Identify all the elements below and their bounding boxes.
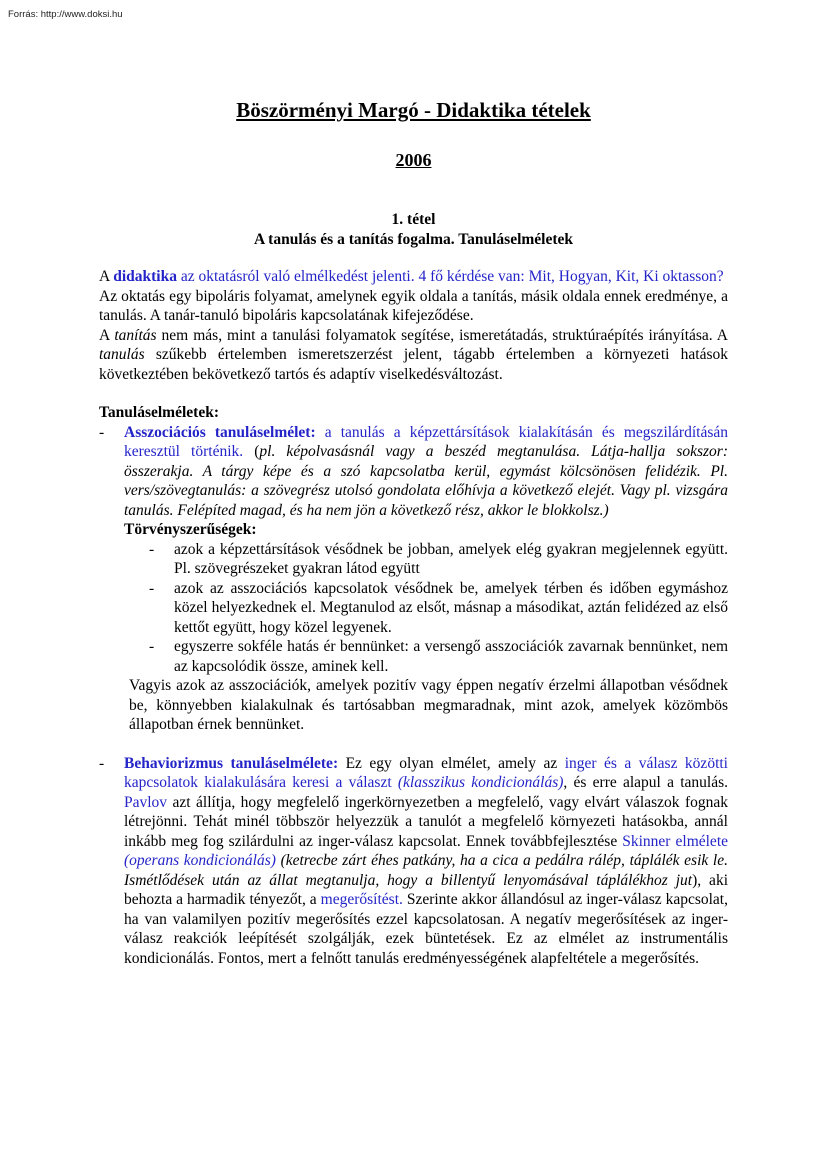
law-item: - egyszerre sokféle hatás ér bennünket: a versengő asszociációk zavarnak bennünket, nem az kapcsolódik össze, aminek kell. [149, 638, 728, 675]
term-pavlov: Pavlov [124, 793, 168, 811]
intro-paragraph-didaktika: A didaktika az oktatásról való elmélkedést jelenti. 4 fő kérdése van: Mit, Hogyan, Kit, Ki oktasson? [99, 268, 724, 285]
laws-list [149, 540, 728, 677]
assoc-theory-item [99, 423, 728, 540]
assoc-conclusion: Vagyis azok az asszociációk, amelyek pozitív vagy éppen negatív érzelmi állapotban vésődnek be, könnyebben kialakulnak és tartósabban megmaradnak, mint azok, amelyek közömbös állapotban érnek bennünket. [129, 677, 728, 733]
theories-heading: Tanuláselméletek: [99, 404, 219, 421]
document-body [99, 267, 728, 968]
term-skinner: Skinner elmélete [622, 832, 729, 850]
laws-heading: Törvényszerűségek: [124, 521, 257, 538]
term-didaktika: didaktika [113, 268, 177, 285]
assoc-theory-text: Asszociációs tanuláselmélet: a tanulás a képzettársítások kialakításán és megszilárdításán keresztül történik. (pl. képolvasásnál vagy a beszéd megtanulása. Látja-hallja sokszor: összerakja. A tárgy képe és a szó kapcsolatba kerül, egymást kölcsönösen felidézik. Pl. vers/szövegtanulás: a szövegrész utolsó gondolata előhívja a következő elejét. Vagy pl. vizsgára tanulás. Felépíted magad, és ha nem jön a következő rész, akkor le blokkolsz.) [124, 423, 729, 519]
behav-theory-item [99, 754, 728, 969]
law-item: - azok a képzettársítások vésődnek be jobban, amelyek elég gyakran megjelennek együtt. Pl. szövegrészeket gyakran látod együtt [149, 540, 728, 577]
term-megerosites: megerősítést. [320, 891, 403, 908]
source-note: Forrás: http://www.doksi.hu [8, 9, 123, 20]
document-title: Böszörményi Margó - Didaktika tételek [236, 98, 591, 122]
thesis-heading [0, 210, 827, 250]
term-tanulas: tanulás [99, 346, 145, 363]
intro-paragraph-bipolar: Az oktatás egy bipoláris folyamat, amelynek egyik oldala a tanítás, másik oldala ennek eredménye, a tanulás. A tanár-tanuló bipoláris kapcsolatának kifejeződése. [99, 287, 728, 324]
law-item: - azok az asszociációs kapcsolatok vésődnek be, amelyek térben és időben egymáshoz közel helyezkednek el. Megtanulod az elsőt, másnap a másodikat, aztán felidézed az első kettőt együtt, hogy közel legyenek. [149, 579, 728, 636]
thesis-topic: A tanulás és a tanítás fogalma. Tanuláselméletek [253, 231, 574, 248]
behav-theory-text: Behaviorizmus tanuláselmélete: Ez egy olyan elmélet, amely az inger és a válasz közötti kapcsolatok kialakulására keresi a választ (klasszikus kondicionálás), és erre alapul a tanulás. Pavlov azt állítja, hogy megfelelő ingerkörnyezetben a megfelelő, vagy elvárt válaszok fognak létrejönni. Tehát minél többször helyezzük a tanulót a megfelelő környezeti hatásokba, annál inkább meg fog szilárdulni az inger-válasz kapcsolat. Ennek továbbfejlesztése Skinner elmélete (operans kondicionálás) (ketrecbe zárt éhes patkány, ha a cica a pedálra rálép, táplálék esik le. Ismétlődések után az állat megtanulja, hogy a billentyű lenyomásával táplálékhoz jut), aki behozta a harmadik tényezőt, a megerősítést. Szerinte akkor állandósul az inger-válasz kapcsolat, ha van valamilyen pozitív megerősítés ezzel kapcsolatosan. A negatív megerősítések az inger-válasz reakciók leépítését szolgálják, ezek büntetések. Ez az elmélet az instrumentális kondicionálás. Fontos, mert a felnőtt tanulás eredményességének alapfeltétele a megerősítés. [124, 754, 729, 967]
assoc-theory-name: Asszociációs tanuláselmélet: [124, 423, 316, 441]
thesis-number: 1. tétel [391, 211, 436, 228]
document-year: 2006 [395, 150, 432, 170]
bullet-dash: - [99, 754, 105, 772]
bullet-dash: - [99, 423, 105, 441]
term-tanitas: tanítás [114, 326, 157, 344]
behav-theory-name: Behaviorizmus tanuláselmélete: [124, 754, 339, 772]
intro-paragraph-definitions: A tanítás nem más, mint a tanulási folyamatok segítése, ismeretátadás, struktúraépítés irányítása. A tanulás szűkebb értelemben ismeretszerzést jelent, tágabb értelemben a környezeti hatások következtében bekövetkező tartós és adaptív viselkedésváltozást. [99, 326, 728, 383]
assoc-conclusion-wrap [99, 676, 728, 735]
